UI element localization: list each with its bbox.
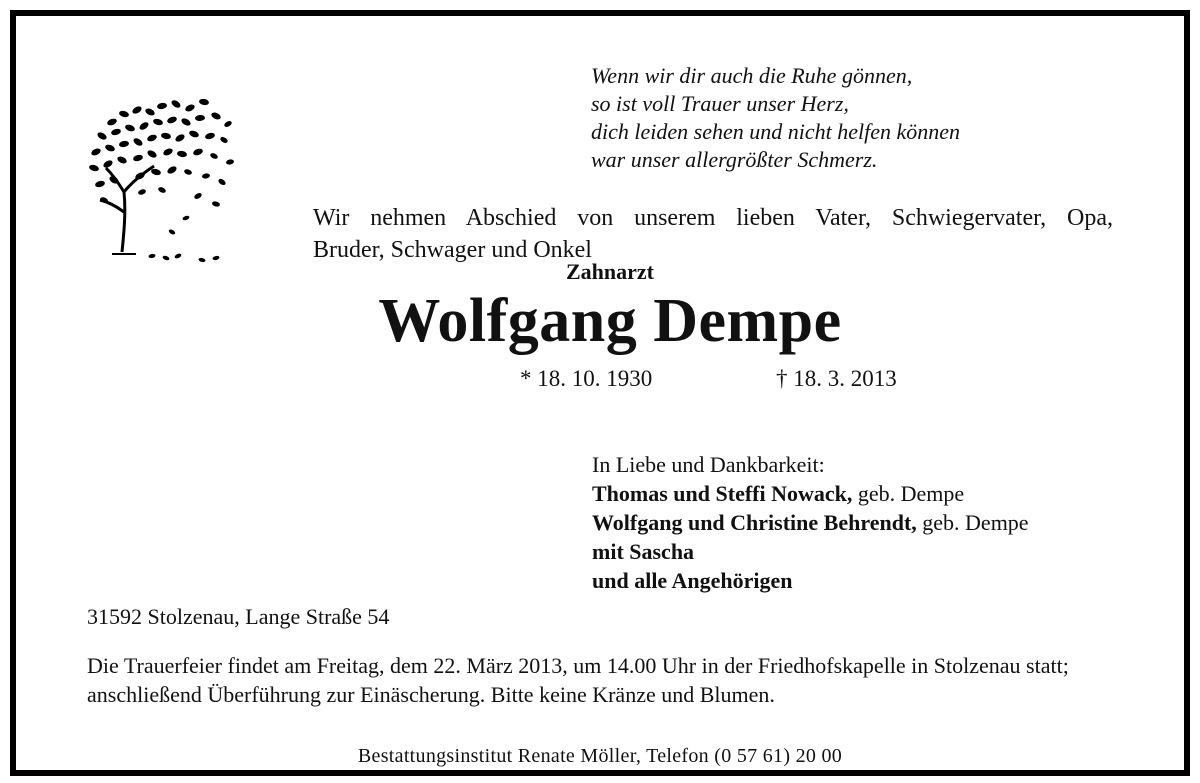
- address: 31592 Stolzenau, Lange Straße 54: [87, 604, 390, 629]
- mourner-line: [592, 508, 1029, 537]
- intro-line-1: Wir nehmen Abschied von unserem lieben Vater, Schwiegervater, Opa,: [313, 205, 1113, 231]
- mourner-note: geb. Dempe: [916, 510, 1029, 535]
- mourner-line: [592, 479, 1029, 508]
- funeral-home-text: Bestattungsinstitut Renate Möller, Telefon (0 57 61) 20 00: [348, 743, 852, 770]
- funeral-home-footer: [0, 743, 1200, 770]
- ceremony-notice: Die Trauerfeier findet am Freitag, dem 22. März 2013, um 14.00 Uhr in der Friedhofskapelle in Stolzenau statt; anschließend Überführung zur Einäscherung. Bitte keine Kränze und Blumen.: [87, 653, 1069, 707]
- poem-line: war unser allergrößter Schmerz.: [591, 147, 878, 172]
- birth-date: * 18. 10. 1930: [520, 366, 653, 391]
- farewell-intro: [313, 202, 1113, 266]
- mourners-heading: In Liebe und Dankbarkeit:: [592, 452, 825, 477]
- deceased-name: Wolfgang Dempe: [378, 287, 842, 355]
- profession: Zahnarzt: [566, 259, 654, 284]
- mourner-name: Thomas und Steffi Nowack,: [592, 481, 853, 506]
- intro-line-2: Bruder, Schwager und Onkel: [313, 237, 592, 263]
- mourner-line: mit Sascha: [592, 539, 695, 564]
- poem-line: dich leiden sehen und nicht helfen können: [591, 119, 960, 144]
- tree-icon: [82, 92, 242, 272]
- poem: [591, 62, 960, 174]
- mourner-name: Wolfgang und Christine Behrendt,: [592, 510, 917, 535]
- poem-line: Wenn wir dir auch die Ruhe gönnen,: [591, 63, 913, 88]
- poem-line: so ist voll Trauer unser Herz,: [591, 91, 849, 116]
- death-date: † 18. 3. 2013: [776, 366, 897, 391]
- mourners-list: [592, 450, 1029, 595]
- mourner-line: und alle Angehörigen: [592, 568, 793, 593]
- mourner-note: geb. Dempe: [852, 481, 965, 506]
